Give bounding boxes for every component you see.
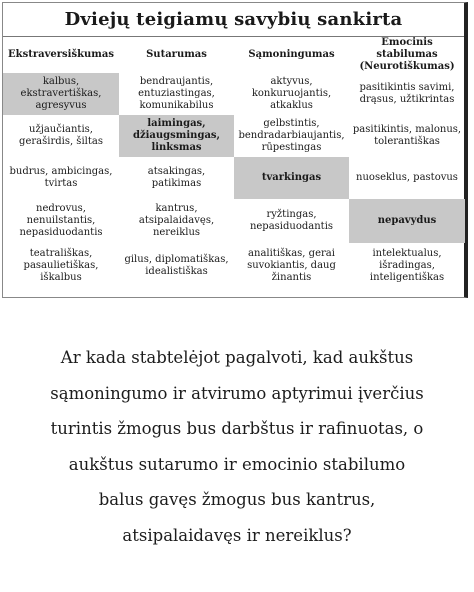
table-cell: ryžtingas, nepasiduodantis xyxy=(249,209,334,232)
table-cell: nedrovus, nenuilstantis, nepasiduodantis xyxy=(19,203,103,238)
table-cell: nuoseklus, pastovus xyxy=(356,172,458,183)
table-cell: budrus, ambicingas, tvirtas xyxy=(9,166,113,189)
table-cell: gelbstintis, bendradarbiaujantis, rūpestingas xyxy=(238,118,345,153)
column-header-emotional-stability: Emocinis stabilumas (Neurotiškumas) xyxy=(359,37,455,72)
question-text xyxy=(40,340,434,553)
table-cell: užjaučiantis, geraširdis, šiltas xyxy=(19,124,103,147)
table-cell: teatrališkas, pasaulietiškas, iškalbus xyxy=(23,247,99,283)
table-cell: pasitikintis, malonus, tolerantiškas xyxy=(352,124,462,147)
column-header-conscientiousness: Sąmoningumas xyxy=(248,49,335,60)
column-header-agreeableness: Sutarumas xyxy=(146,49,207,60)
question-line: Ar kada stabtelėjot pagalvoti, kad aukštus xyxy=(60,348,414,367)
table-cell: intelektualus, išradingas, inteligentiškas xyxy=(369,247,445,283)
table-title: Dviejų teigiamų savybių sankirta xyxy=(64,9,403,30)
question-line: aukštus sutarumo ir emocinio stabilumo xyxy=(68,454,406,474)
question-line: turintis žmogus bus darbštus ir rafinuotas, o xyxy=(50,419,424,438)
table-cell: analitiškas, gerai suvokiantis, daug žinantis xyxy=(247,247,336,283)
table-cell: kantrus, atsipalaidavęs, nereiklus xyxy=(138,203,215,238)
table-cell: atsakingas, patikimas xyxy=(147,166,206,189)
table-cell: pasitikintis savimi, drąsus, užtikrintas xyxy=(359,82,455,105)
table-cell: kalbus, ekstravertiškas, agresyvus xyxy=(3,73,119,115)
trait-grid xyxy=(3,37,465,288)
column-header-extraversion: Ekstraversiškumas xyxy=(8,49,114,60)
table-cell: gilus, diplomatiškas, idealistiškas xyxy=(124,253,229,277)
table-cell: aktyvus, konkuruojantis, atkaklus xyxy=(251,76,332,111)
trait-table-card xyxy=(2,2,468,298)
table-cell: bendraujantis, entuziastingas, komunikabilus xyxy=(138,76,215,111)
question-line: sąmoningumo ir atvirumo aptyrimui įverčius xyxy=(50,383,424,403)
question-line: balus gavęs žmogus bus kantrus, xyxy=(98,490,376,509)
table-cell: nepavydus xyxy=(349,199,465,243)
table-cell: tvarkingas xyxy=(234,157,349,199)
table-cell: laimingas, džiaugsmingas, linksmas xyxy=(119,115,234,157)
question-line: atsipalaidavęs ir nereiklus? xyxy=(122,525,352,545)
